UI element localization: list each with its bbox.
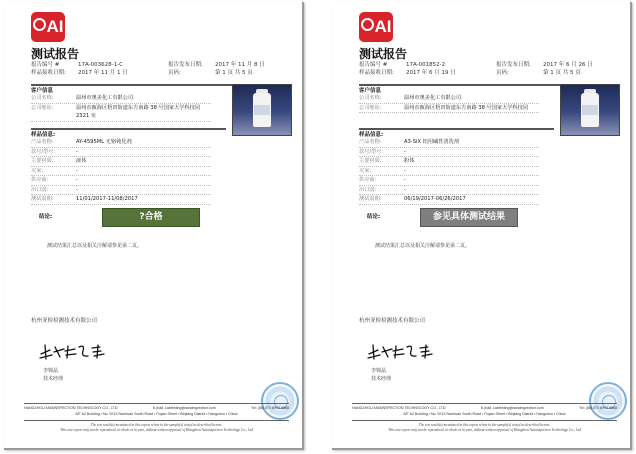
footer-address: 5/F A2 Building • No. 5213 Nanhuan South Road • Puyan Street • Binjiang District • Hangzhou • China: [403, 412, 566, 416]
ai-logo: AI: [359, 12, 393, 42]
sample-photo: [232, 84, 292, 136]
signer-block: [371, 368, 391, 383]
sample-field-row: [359, 138, 539, 148]
receive-date: 2017 年 11 月 1 日: [78, 70, 128, 76]
client-address: 温州市瓯海区梧田街道东方南路 38 号国家大学科技园 2321 室: [76, 104, 201, 119]
footer-disclaimer: [352, 423, 617, 433]
section-divider: [31, 128, 226, 130]
report-title: 测试报告: [31, 47, 80, 61]
footer-disclaimer: [24, 423, 289, 433]
field-key: 主要材质:: [31, 158, 54, 164]
company-label: 公司名称:: [31, 95, 54, 101]
sample-field-row: [31, 157, 211, 167]
sample-field-row: [359, 157, 539, 167]
disclaimer-line: The test result(s) mentioned in this report relate to the sample(s) tested as described herein.: [90, 423, 223, 427]
report-meta: [31, 61, 291, 77]
field-key: 产品名称:: [31, 139, 54, 145]
magnifier-icon: [361, 18, 374, 31]
signer-block: [43, 368, 63, 383]
address-label: 公司地址:: [359, 104, 382, 111]
disclaimer-line: The test result(s) mentioned in this report relate to the sample(s) tested as described herein.: [418, 423, 551, 427]
test-report-page-2: [332, 2, 632, 450]
field-key: 买家:: [31, 167, 44, 174]
footer-contact: [352, 406, 617, 410]
page-count: 第 1 页 共 5 页: [215, 70, 253, 76]
footer-address: 5/F A2 Building • No. 5213 Nanhuan South Road • Puyan Street • Binjiang District • Hangzhou • China: [75, 412, 238, 416]
sample-field-row: [359, 167, 539, 177]
field-key: 供应商:: [359, 177, 377, 183]
field-value: AY-4595ML 无铬钝化剂: [76, 139, 132, 145]
sample-field-row: [359, 148, 539, 158]
field-value: -: [404, 167, 406, 174]
sample-field-row: [31, 138, 211, 148]
page-label: 页码:: [496, 70, 509, 76]
field-value: -: [404, 148, 406, 155]
footer-tel: Tel: (86) 571 8993 8888: [579, 406, 617, 410]
issue-date-label: 报告发布日期:: [496, 62, 531, 68]
signer-title: 技术经理: [371, 375, 392, 382]
sample-field-row: [359, 176, 539, 186]
footer-divider: [24, 403, 289, 404]
conclusion-label: 结论:: [367, 214, 381, 220]
sample-section-label: 样品信息:: [359, 132, 384, 138]
client-section-label: 客户信息: [359, 88, 382, 94]
field-value: 11/01/2017-11/08/2017: [76, 196, 138, 202]
page-label: 页码:: [168, 70, 181, 76]
field-value: -: [76, 177, 78, 183]
receive-date-label: 样品接收日期:: [359, 70, 394, 76]
field-value: -: [76, 167, 78, 174]
footer-divider: [352, 403, 617, 404]
issue-date-label: 报告发布日期:: [168, 62, 203, 68]
sample-field-row: [31, 176, 211, 186]
field-key: 主要材质:: [359, 158, 382, 164]
field-value: 粉体: [404, 158, 415, 164]
field-key: 测试周期:: [359, 196, 382, 202]
client-fields: [359, 94, 539, 113]
summary-note: 测试结果汇总以及相关注解请参见第二页。: [375, 243, 471, 249]
report-no-label: 报告编号 #: [31, 62, 60, 68]
field-key: 产品名称:: [359, 139, 382, 145]
field-value: -: [404, 186, 406, 193]
sample-section-label: 样品信息:: [31, 132, 56, 138]
report-no: 17A-003628-1-C: [78, 62, 123, 68]
footer-company: HANGZHOU ASIAINSPECTION TECHNOLOGY CO., LTD: [24, 406, 118, 410]
conclusion-label: 结论:: [39, 214, 53, 220]
summary-note: 测试结果汇总以及相关注解请参见第二页。: [47, 243, 143, 249]
sample-fields: [31, 138, 211, 205]
disclaimer-line: This test report may not be reproduced in whole or in part, without written approval of Hangzhou Asiainspection Technology Co., Ltd: [60, 428, 253, 432]
field-key: 出口国:: [359, 186, 377, 193]
field-key: 出口国:: [31, 186, 49, 193]
field-key: 款号/型号:: [31, 148, 56, 155]
handwritten-signature: [366, 340, 438, 362]
conclusion-badge: 参见具体测试结果: [420, 208, 518, 227]
disclaimer-line: This test report may not be reproduced in whole or in part, without written approval of Hangzhou Asiainspection Technology Co., Ltd: [388, 428, 581, 432]
report-no-label: 报告编号 #: [359, 62, 388, 68]
field-key: 测试周期:: [31, 196, 54, 202]
issue-date: 2017 年 6 月 26 日: [543, 62, 593, 68]
client-company: 温州市奥美化工有限公司: [76, 95, 134, 101]
signer-name: 李锦晶: [371, 368, 387, 374]
company-label: 公司名称:: [359, 95, 382, 101]
client-address: 温州市瓯海区梧田街道东方南路 38 号国家大学科技园: [404, 104, 529, 111]
sample-field-row: [31, 148, 211, 158]
sample-fields: [359, 138, 539, 205]
footer-divider: [24, 420, 289, 421]
handwritten-signature: [38, 340, 110, 362]
receive-date-label: 样品接收日期:: [31, 70, 66, 76]
issuing-company: 杭州亚检检测技术有限公司: [31, 318, 98, 324]
footer-contact: [24, 406, 289, 410]
field-value: -: [76, 148, 78, 155]
ai-logo: AI: [31, 12, 65, 42]
sample-field-row: [31, 186, 211, 196]
footer-divider: [352, 420, 617, 421]
field-value: -: [76, 186, 78, 193]
footer-tel: Tel: (86) 571 8993 8888: [251, 406, 289, 410]
conclusion-badge: ?合格: [102, 208, 200, 227]
field-key: 款号/型号:: [359, 148, 384, 155]
receive-date: 2017 年 6 月 19 日: [406, 70, 456, 76]
signer-title: 技术经理: [43, 375, 64, 382]
footer-email: E-mail: Labtesting@asiainspection.com: [480, 406, 544, 410]
report-no: 17A-001852-2: [406, 62, 446, 68]
test-report-page-1: [4, 2, 304, 450]
sample-field-row: [31, 167, 211, 177]
sample-field-row: [31, 195, 211, 205]
field-value: A3-SiX 铝用碱性清洗剂: [404, 139, 459, 145]
sample-field-row: [359, 195, 539, 205]
footer-company: HANGZHOU ASIAINSPECTION TECHNOLOGY CO., LTD: [352, 406, 446, 410]
field-value: 液体: [76, 158, 87, 164]
field-value: 06/19/2017-06/26/2017: [404, 196, 466, 202]
report-meta: [359, 61, 619, 77]
field-value: -: [404, 177, 406, 183]
magnifier-icon: [33, 18, 46, 31]
page-count: 第 1 页 共 5 页: [543, 70, 581, 76]
footer-email: E-mail: Labtesting@asiainspection.com: [152, 406, 216, 410]
issuing-company: 杭州亚检检测技术有限公司: [359, 318, 426, 324]
section-divider: [359, 128, 554, 130]
signer-name: 李锦晶: [43, 368, 59, 374]
field-key: 供应商:: [31, 177, 49, 183]
report-title: 测试报告: [359, 47, 408, 61]
sample-photo: [560, 84, 620, 136]
issue-date: 2017 年 11 月 8 日: [215, 62, 265, 68]
client-fields: [31, 94, 211, 122]
address-label: 公司地址:: [31, 104, 54, 111]
client-company: 温州市奥美化工有限公司: [404, 95, 462, 101]
sample-field-row: [359, 186, 539, 196]
client-section-label: 客户信息: [31, 88, 54, 94]
field-key: 买家:: [359, 167, 372, 174]
